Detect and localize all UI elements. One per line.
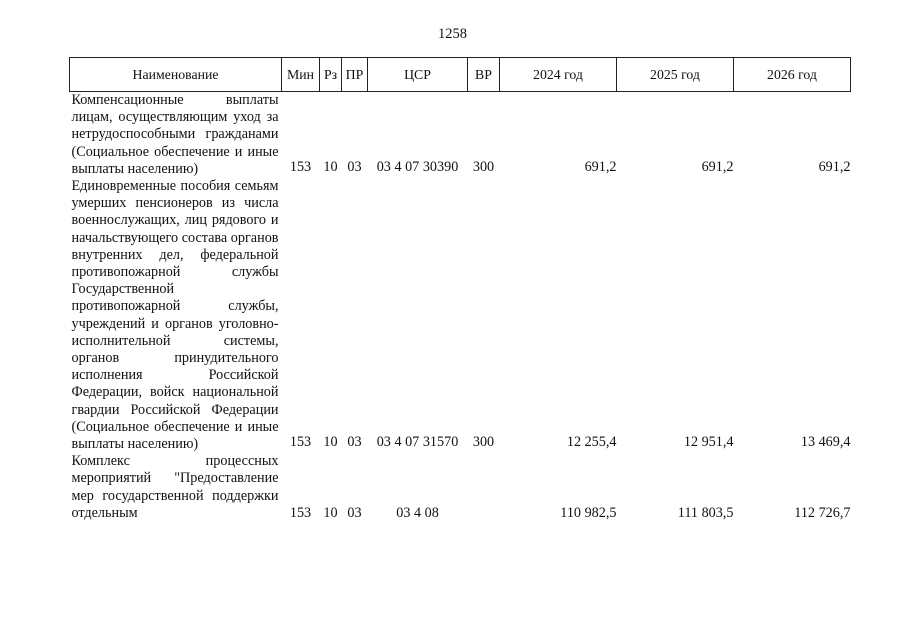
row-2026: 112 726,7 — [794, 504, 851, 521]
header-min: Мин — [282, 58, 320, 92]
row-pr: 03 — [347, 504, 362, 521]
row-vr — [468, 453, 500, 522]
budget-table — [69, 57, 851, 522]
row-2024: 12 255,4 — [566, 434, 617, 451]
row-vr: 300 — [472, 434, 495, 451]
table-row — [70, 92, 851, 179]
page-number: 1258 — [438, 26, 467, 42]
row-2024: 110 982,5 — [560, 504, 617, 521]
header-pr: ПР — [342, 58, 368, 92]
row-csr: 03 4 07 31570 — [376, 434, 459, 451]
row-pr: 03 — [347, 158, 362, 175]
row-2024: 691,2 — [584, 158, 617, 175]
row-name: Комплекс процессных мероприятий "Предоставление мер государственной поддержки отдельным — [71, 453, 279, 521]
row-min: 153 — [289, 504, 312, 521]
header-vr: ВР — [468, 58, 500, 92]
row-csr: 03 4 08 — [396, 504, 439, 521]
header-2024: 2024 год — [500, 58, 617, 92]
header-2026: 2026 год — [734, 58, 851, 92]
row-csr: 03 4 07 30390 — [376, 158, 459, 175]
table-row — [70, 453, 851, 522]
row-pr: 03 — [347, 434, 362, 451]
row-2026: 691,2 — [818, 158, 851, 175]
header-csr: ЦСР — [368, 58, 468, 92]
header-2025: 2025 год — [617, 58, 734, 92]
table-row — [70, 178, 851, 453]
row-min: 153 — [289, 434, 312, 451]
row-rz: 10 — [323, 504, 338, 521]
row-name: Единовременные пособия семьям умерших пенсионеров из числа военнослужащих, лиц рядового и начальствующего состава органов внутренних дел, федеральной противопожарной службы Государственной противопожарной службы, учреждений и органов уголовно-исполнительной системы, органов принудительного исполнения Российской Федерации, войск национальной гвардии Российской Федерации (Социальное обеспечение и иные выплаты населению) — [71, 178, 279, 453]
row-rz: 10 — [323, 158, 338, 175]
row-name: Компенсационные выплаты лицам, осуществляющим уход за нетрудоспособными гражданами (Социальное обеспечение и иные выплаты населению) — [71, 92, 279, 177]
table-header-row — [70, 58, 851, 92]
row-2025: 12 951,4 — [683, 434, 734, 451]
header-rz: Рз — [320, 58, 342, 92]
row-2025: 691,2 — [701, 158, 734, 175]
row-2025: 111 803,5 — [677, 504, 734, 521]
row-2026: 13 469,4 — [800, 434, 851, 451]
row-min: 153 — [289, 158, 312, 175]
header-name: Наименование — [70, 58, 282, 92]
row-rz: 10 — [323, 434, 338, 451]
row-vr: 300 — [472, 158, 495, 175]
